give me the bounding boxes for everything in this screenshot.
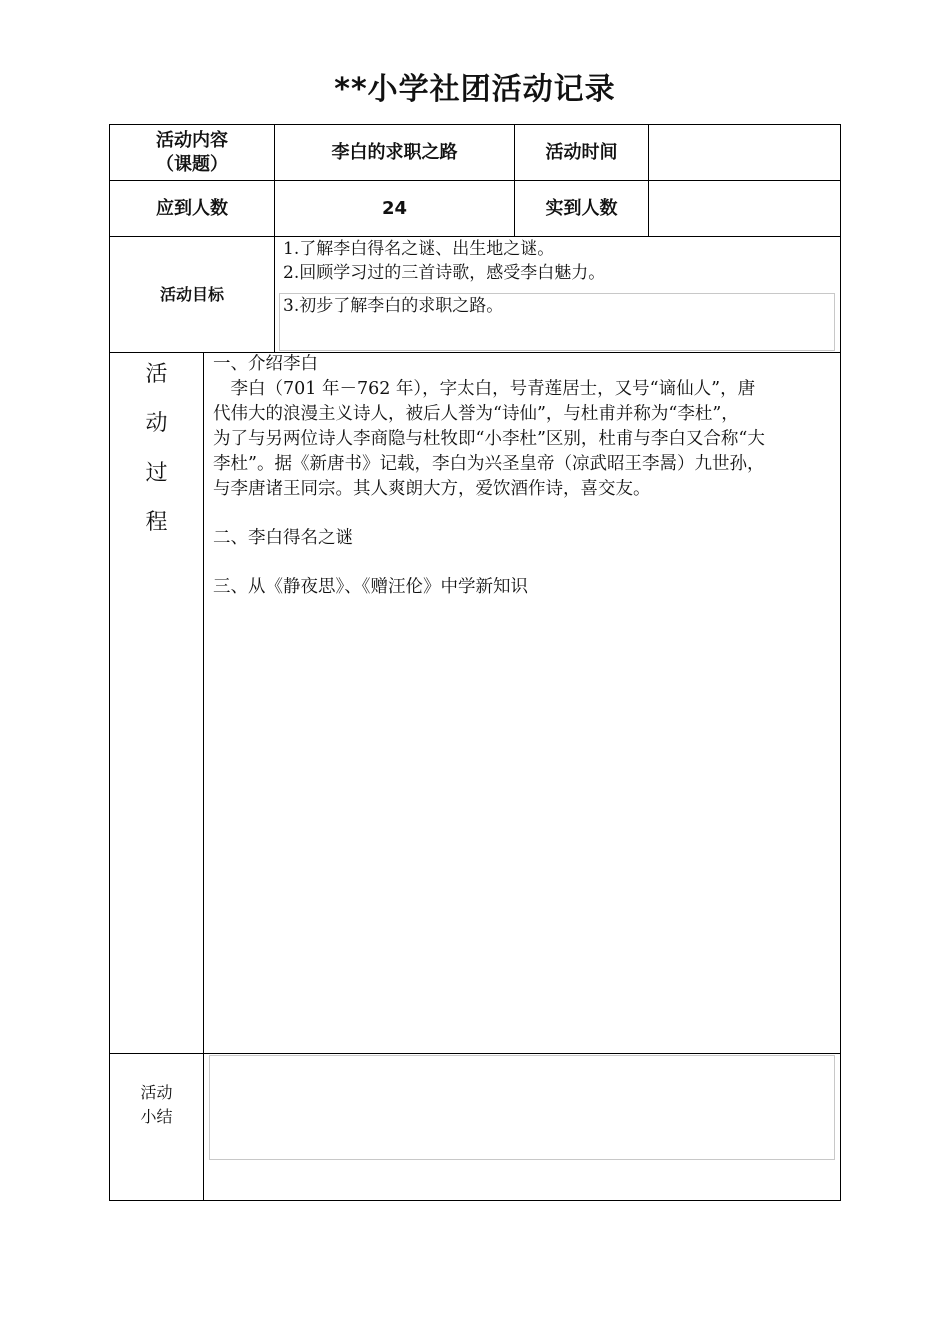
section1-line-3: 为了与另两位诗人李商隐与杜牧即“小李杜”区别，杜甫与李白又合称“大	[213, 429, 765, 449]
section3-heading: 三、从《静夜思》、《赠汪伦》中学新知识	[213, 577, 528, 597]
goal-item-2: 2.回顾学习过的三首诗歌，感受李白魅力。	[283, 263, 606, 283]
summary-label-cell	[110, 1075, 203, 1135]
section2-heading: 二、李白得名之谜	[213, 528, 353, 548]
section1-line-5: 与李唐诸王同宗。其人爽朗大方，爱饮酒作诗，喜交友。	[213, 479, 651, 499]
content-label-cell	[110, 125, 274, 180]
expected-value: 24	[381, 197, 408, 219]
summary-label-line2: 小结	[140, 1107, 173, 1126]
goals-label-cell	[110, 237, 274, 352]
section1-line-2: 代伟大的浪漫主义诗人，被后人誉为“诗仙”，与杜甫并称为“李杜”，	[213, 404, 739, 424]
content-label-sub: （课题）	[156, 153, 228, 175]
process-label-char-2: 动	[145, 411, 168, 436]
topic-value: 李白的求职之路	[331, 141, 458, 163]
topic-cell	[275, 125, 514, 180]
time-label: 活动时间	[545, 141, 618, 163]
actual-value-cell[interactable]	[649, 181, 840, 236]
summary-content-box[interactable]	[209, 1055, 835, 1160]
summary-label-line1: 活动	[140, 1083, 173, 1102]
goals-label: 活动目标	[159, 284, 224, 304]
process-label-char-1: 活	[145, 362, 168, 387]
page-title: **小学社团活动记录	[334, 72, 616, 107]
process-label-char-4: 程	[145, 510, 168, 535]
content-label: 活动内容	[156, 129, 228, 151]
expected-value-cell	[275, 181, 514, 236]
section1-line-4: 李杜”。据《新唐书》记载，李白为兴圣皇帝（凉武昭王李暠）九世孙，	[213, 454, 765, 474]
process-label-char-3: 过	[145, 461, 168, 486]
expected-label: 应到人数	[156, 197, 228, 219]
expected-label-cell	[110, 181, 274, 236]
section1-heading: 一、介绍李白	[213, 354, 318, 374]
goal-item-3: 3.初步了解李白的求职之路。	[283, 296, 504, 316]
actual-label: 实到人数	[545, 197, 618, 219]
section1-line-1: 李白（701 年－762 年），字太白，号青莲居士，又号“谪仙人”，唐	[213, 379, 756, 399]
actual-label-cell	[515, 181, 648, 236]
time-value-cell[interactable]	[649, 125, 840, 180]
goal-item-1: 1.了解李白得名之谜、出生地之谜。	[283, 239, 555, 259]
time-label-cell	[515, 125, 648, 180]
